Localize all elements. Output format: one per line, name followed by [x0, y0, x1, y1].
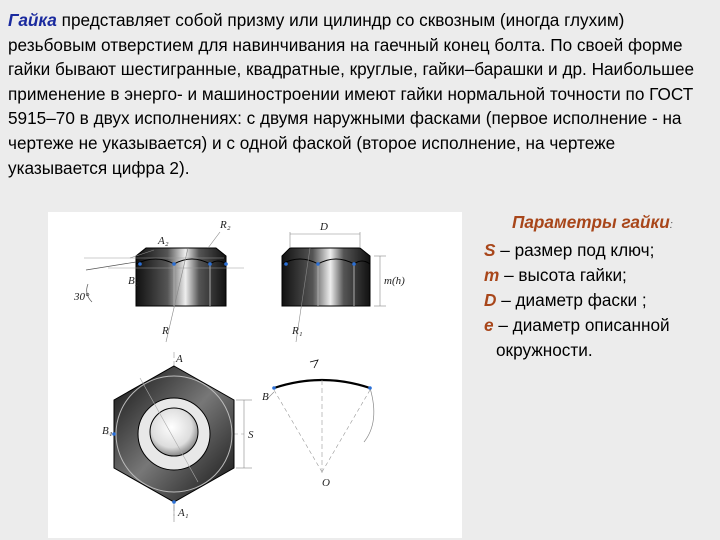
label-m: m(h) [384, 275, 405, 287]
parameters-list [484, 210, 716, 363]
nut-top-view [106, 352, 252, 522]
param-s: S – размер под ключ; [484, 240, 655, 260]
description-paragraph [8, 8, 712, 180]
param-d: D – диаметр фаски ; [484, 290, 647, 310]
label-b1: B₁ [102, 425, 113, 437]
param-m: m – высота гайки; [484, 265, 627, 285]
label-a: A [176, 353, 183, 365]
param-e-continuation: окружности. [496, 340, 593, 360]
nut-drawing [48, 212, 462, 538]
label-angle-30: 30° [74, 291, 90, 303]
label-r2-top: R₂ [220, 219, 231, 231]
label-d: D [320, 221, 328, 233]
description-text: представляет собой призму или цилиндр со сквозным (иногда глухим) резьбовым отверстием для навинчивания на гаечный конец болта. По своей форме гайки бывают шестигранные, квадратные, круглые, гайки–барашки и др. Наибольшее применение в энерго- и машиностроении имеют гайки нормальной точности по ГОСТ 5915–70 в двух исполнениях: с двумя наружными фасками (первое исполнение - на чертеже не указывается) и с одной фаской (второе исполнение, на чертеже указывается цифра 2). [8, 10, 695, 178]
parameters-heading: Параметры гайки: [512, 212, 673, 232]
label-b2: B₂ [128, 275, 139, 287]
chamfer-construction [266, 360, 374, 474]
label-r1: R₁ [292, 325, 303, 337]
label-s: S [248, 429, 254, 441]
label-b: B [262, 391, 269, 403]
term-gaika: Гайка [8, 10, 57, 30]
label-a1: A₁ [178, 507, 189, 519]
param-e: e – диаметр описанной [484, 315, 670, 335]
nut-drawing-svg [48, 212, 462, 538]
label-o: O [322, 477, 330, 489]
label-r: R [162, 325, 169, 337]
label-a2: A₂ [158, 235, 169, 247]
